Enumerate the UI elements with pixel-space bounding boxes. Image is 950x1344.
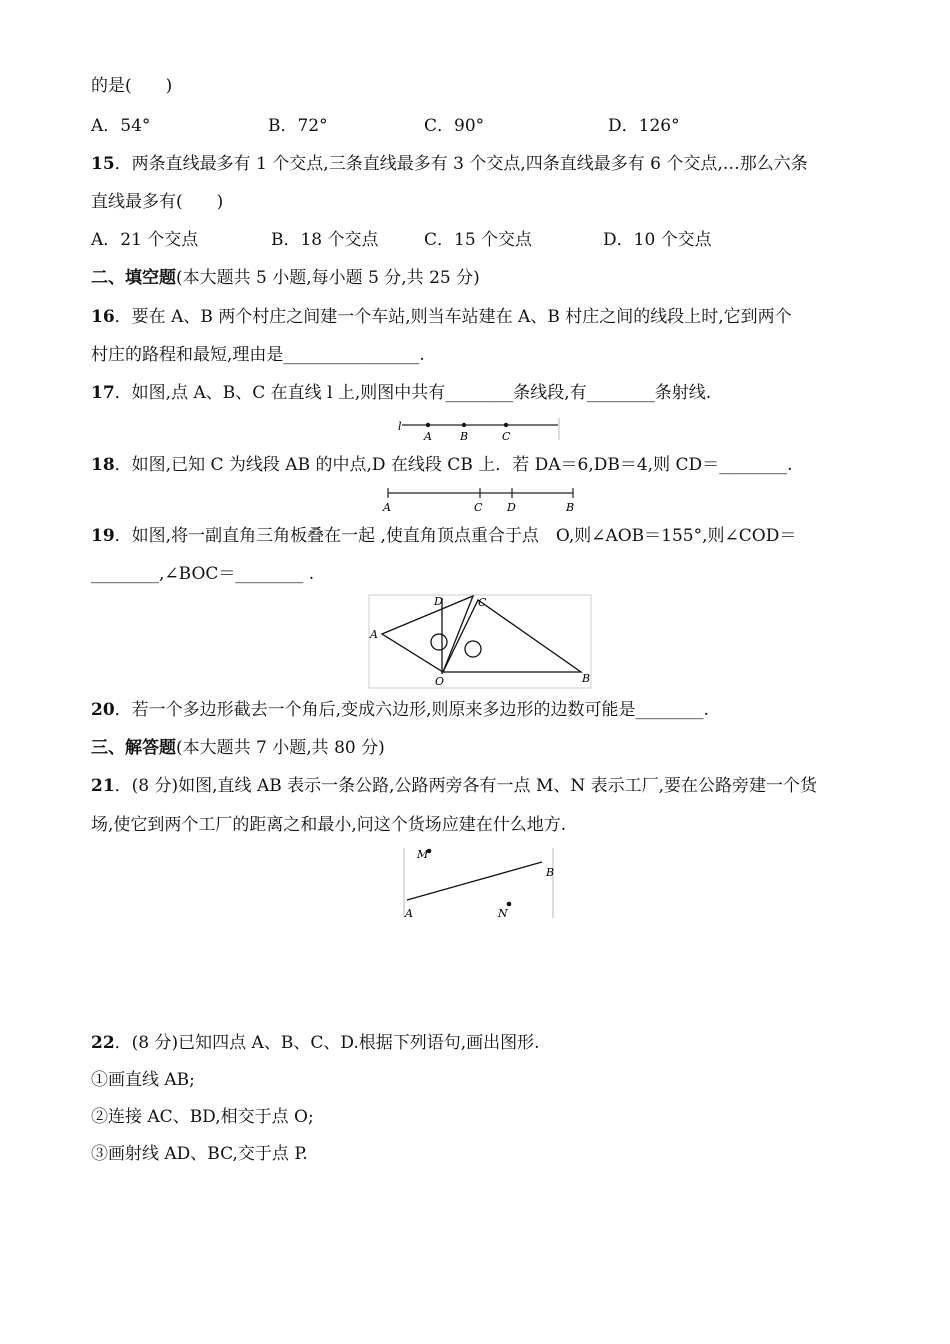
q21-label-a: A: [405, 907, 413, 920]
section-3-note: (本大题共 7 小题,共 80 分): [176, 738, 385, 758]
q17-label-c: C: [502, 430, 511, 442]
q19-line1: [91, 524, 870, 548]
q17-point-b: [462, 423, 466, 427]
q19-label-d: D: [434, 595, 443, 608]
q16-text: ．要在 A、B 两个村庄之间建一个车站,则当车站建在 A、B 村庄之间的线段上时,它到两个: [114, 307, 792, 327]
q19-number: 19: [91, 526, 115, 546]
q21-label-b: B: [546, 866, 555, 879]
q22-step-3: ③画射线 AD、BC,交于点 P.: [91, 1144, 308, 1164]
q22-number: 22: [91, 1033, 115, 1053]
q19-label-b: B: [582, 672, 591, 685]
q21-label-m: M: [417, 848, 429, 861]
q22-step-1: ①画直线 AB;: [91, 1070, 195, 1090]
q18-label-b: B: [566, 501, 575, 514]
q18-label-a: A: [383, 501, 391, 514]
q15-line2: 直线最多有( ): [91, 192, 224, 212]
q20-text: ．若一个多边形截去一个角后,变成六边形,则原来多边形的边数可能是________.: [114, 700, 709, 720]
q21-line1: [91, 774, 870, 798]
q15-option-c: C．15 个交点: [424, 230, 533, 250]
q18-figure: [380, 486, 580, 514]
q21-number: 21: [91, 776, 115, 796]
q18-line: [91, 453, 870, 477]
q17-label-l: l: [398, 420, 402, 433]
section-3-heading: [91, 736, 870, 760]
q19-triangle-ocb: [443, 600, 581, 672]
q15-line1: [91, 152, 870, 176]
q19-hole-right: [465, 641, 481, 657]
q17-line: [91, 381, 870, 405]
q14-option-c: C．90°: [424, 116, 485, 136]
q19-figure: [368, 594, 592, 690]
q18-label-d: D: [507, 501, 516, 514]
q16-line2: 村庄的路程和最短,理由是________________.: [91, 345, 425, 365]
q19-label-o: O: [435, 675, 445, 688]
q21-line2: 场,使它到两个工厂的距离之和最小,问这个货场应建在什么地方.: [91, 815, 567, 835]
q21-figure: [401, 846, 557, 920]
q21-point-n: [507, 902, 512, 907]
q18-label-c: C: [474, 501, 483, 514]
q17-label-b: B: [460, 430, 469, 442]
q19-triangle-aod: [382, 596, 473, 672]
q17-label-a: A: [424, 430, 432, 442]
q15-text: ．两条直线最多有 1 个交点,三条直线最多有 3 个交点,四条直线最多有 6 个交点,…那么六条: [114, 154, 808, 174]
q16-line1: [91, 305, 870, 329]
q19-label-c: C: [478, 596, 487, 609]
q19-text: ．如图,将一副直角三角板叠在一起 ,使直角顶点重合于点 O,则∠AOB＝155°,则∠COD＝: [114, 526, 797, 546]
q17-text: ．如图,点 A、B、C 在直线 l 上,则图中共有________条线段,有________条射线.: [114, 383, 712, 403]
section-3-title: 三、解答题: [91, 738, 176, 758]
q17-point-a: [426, 423, 430, 427]
q17-number: 17: [91, 383, 115, 403]
q15-option-a: A．21 个交点: [91, 230, 199, 250]
q15-option-d: D．10 个交点: [603, 230, 712, 250]
q20-number: 20: [91, 700, 115, 720]
q19-hole-left: [431, 634, 447, 650]
q14-option-b: B．72°: [268, 116, 328, 136]
q18-number: 18: [91, 455, 115, 475]
section-2-heading: [91, 266, 870, 290]
q21-line-ab: [407, 862, 542, 900]
section-2-note: (本大题共 5 小题,每小题 5 分,共 25 分): [176, 268, 480, 288]
q19-label-a: A: [370, 628, 378, 641]
q14-tail: 的是( ): [91, 76, 173, 96]
q16-number: 16: [91, 307, 115, 327]
section-2-title: 二、填空题: [91, 268, 176, 288]
q15-option-b: B．18 个交点: [271, 230, 379, 250]
q17-point-c: [504, 423, 508, 427]
q21-text: ．(8 分)如图,直线 AB 表示一条公路,公路两旁各有一点 M、N 表示工厂,要在公路旁建一个货: [114, 776, 818, 796]
q20-line: [91, 698, 870, 722]
q17-figure: [396, 416, 564, 442]
q21-label-n: N: [498, 907, 508, 920]
q22-line: [91, 1031, 870, 1055]
q14-option-a: A．54°: [91, 116, 151, 136]
q14-option-d: D．126°: [608, 116, 680, 136]
q22-text: ．(8 分)已知四点 A、B、C、D.根据下列语句,画出图形.: [114, 1033, 540, 1053]
q15-number: 15: [91, 154, 115, 174]
q18-text: ．如图,已知 C 为线段 AB 的中点,D 在线段 CB 上．若 DA＝6,DB＝4,则 CD＝________.: [114, 455, 793, 475]
q22-step-2: ②连接 AC、BD,相交于点 O;: [91, 1107, 314, 1127]
q19-line2: ________,∠BOC＝________ .: [91, 564, 315, 584]
